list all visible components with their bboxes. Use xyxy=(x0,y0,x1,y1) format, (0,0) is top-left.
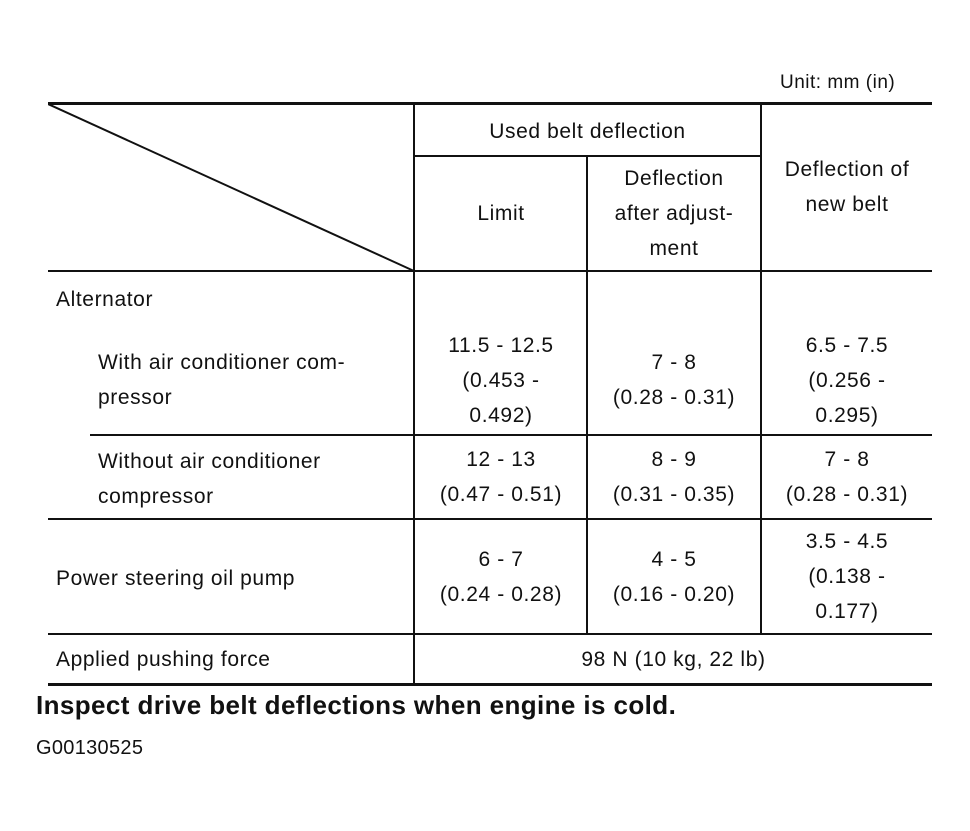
with-ac-new: 6.5 - 7.5 (0.256 - 0.295) xyxy=(805,333,889,427)
caption: Inspect drive belt deflections when engine is cold. xyxy=(36,690,677,720)
without-ac-after: 8 - 9 (0.31 - 0.35) xyxy=(612,448,736,506)
row-label-with-ac-line1: With air conditioner com- xyxy=(98,351,346,374)
figure-code: G00130525 xyxy=(36,737,144,759)
with-ac-after: 7 - 8 (0.28 - 0.31) xyxy=(612,351,736,409)
row-label-power-steering: Power steering oil pump xyxy=(56,567,296,590)
row-label-without-ac-line2: compressor xyxy=(98,485,214,508)
table-bottom-rule xyxy=(48,683,932,686)
row-label-alternator: Alternator xyxy=(56,288,154,311)
pushing-force-value: 98 N (10 kg, 22 lb) xyxy=(581,647,766,671)
header-used-belt-deflection: Used belt deflection xyxy=(489,119,686,143)
header-limit: Limit xyxy=(477,202,525,225)
row-label-without-ac-line1: Without air conditioner xyxy=(98,450,321,473)
corner-diagonal xyxy=(48,104,416,272)
power-steering-new: 3.5 - 4.5 (0.138 - 0.177) xyxy=(805,530,889,623)
header-deflection-new-belt: Deflection of new belt xyxy=(784,158,910,216)
with-ac-limit: 11.5 - 12.5 (0.453 - 0.492) xyxy=(448,333,554,427)
power-steering-after: 4 - 5 (0.16 - 0.20) xyxy=(612,547,736,606)
unit-label: Unit: mm (in) xyxy=(780,72,896,93)
power-steering-limit: 6 - 7 (0.24 - 0.28) xyxy=(439,547,563,606)
row-label-with-ac-line2: pressor xyxy=(98,386,173,409)
row-label-pushing-force: Applied pushing force xyxy=(56,648,271,671)
without-ac-limit: 12 - 13 (0.47 - 0.51) xyxy=(439,448,563,506)
header-deflection-after-adjustment: Deflection after adjust- ment xyxy=(614,167,734,260)
without-ac-new: 7 - 8 (0.28 - 0.31) xyxy=(785,448,909,506)
